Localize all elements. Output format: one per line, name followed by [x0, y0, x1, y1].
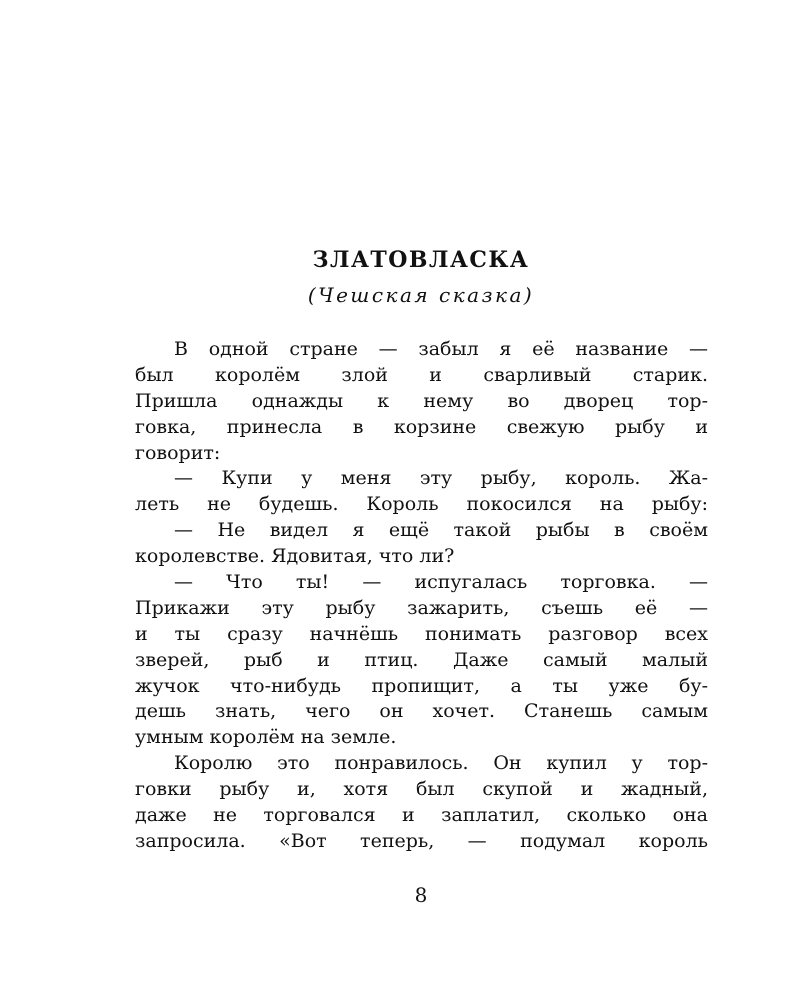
story-title: ЗЛАТОВЛАСКА — [312, 247, 530, 273]
text-line: В одной стране — забыл я её название — — [174, 338, 708, 360]
text-line: дешь знать, чего он хочет. Станешь самым — [135, 700, 708, 723]
text-line: зверей, рыб и птиц. Даже самый малый — [135, 648, 708, 671]
text-line: Пришла однажды к нему во дворец тор- — [135, 389, 708, 412]
text-line: — Не видел я ещё такой рыбы в своём — [174, 519, 708, 542]
text-line: запросила. «Вот теперь, — подумал король — [135, 829, 708, 852]
text-line: — Купи у меня эту рыбу, король. Жа- — [174, 467, 708, 490]
text-line: леть не будешь. Король покосился на рыбу: — [135, 493, 708, 516]
text-line: — Что ты! — испугалась торговка. — — [174, 571, 708, 594]
text-line: говка, принесла в корзине свежую рыбу и — [135, 415, 708, 438]
text-line: даже не торговался и заплатил, сколько она — [135, 804, 708, 827]
text-line: умным королём на земле. — [135, 726, 397, 749]
story-text — [135, 337, 708, 855]
text-line: Прикажи эту рыбу зажарить, съешь её — — [135, 596, 708, 619]
text-line: был королём злой и сварливый старик. — [135, 363, 708, 386]
text-line: Королю это понравилось. Он купил у тор- — [174, 752, 708, 775]
text-line: королевстве. Ядовитая, что ли? — [135, 545, 455, 568]
page-number: 8 — [414, 883, 428, 907]
story-subtitle: (Чешская сказка) — [307, 283, 535, 307]
text-line: жучок что-нибудь пропищит, а ты уже бу- — [135, 674, 708, 697]
text-line: говорит: — [135, 441, 221, 464]
text-line: говки рыбу и, хотя был скупой и жадный, — [135, 778, 708, 801]
text-line: и ты сразу начнёшь понимать разговор всех — [135, 622, 708, 645]
